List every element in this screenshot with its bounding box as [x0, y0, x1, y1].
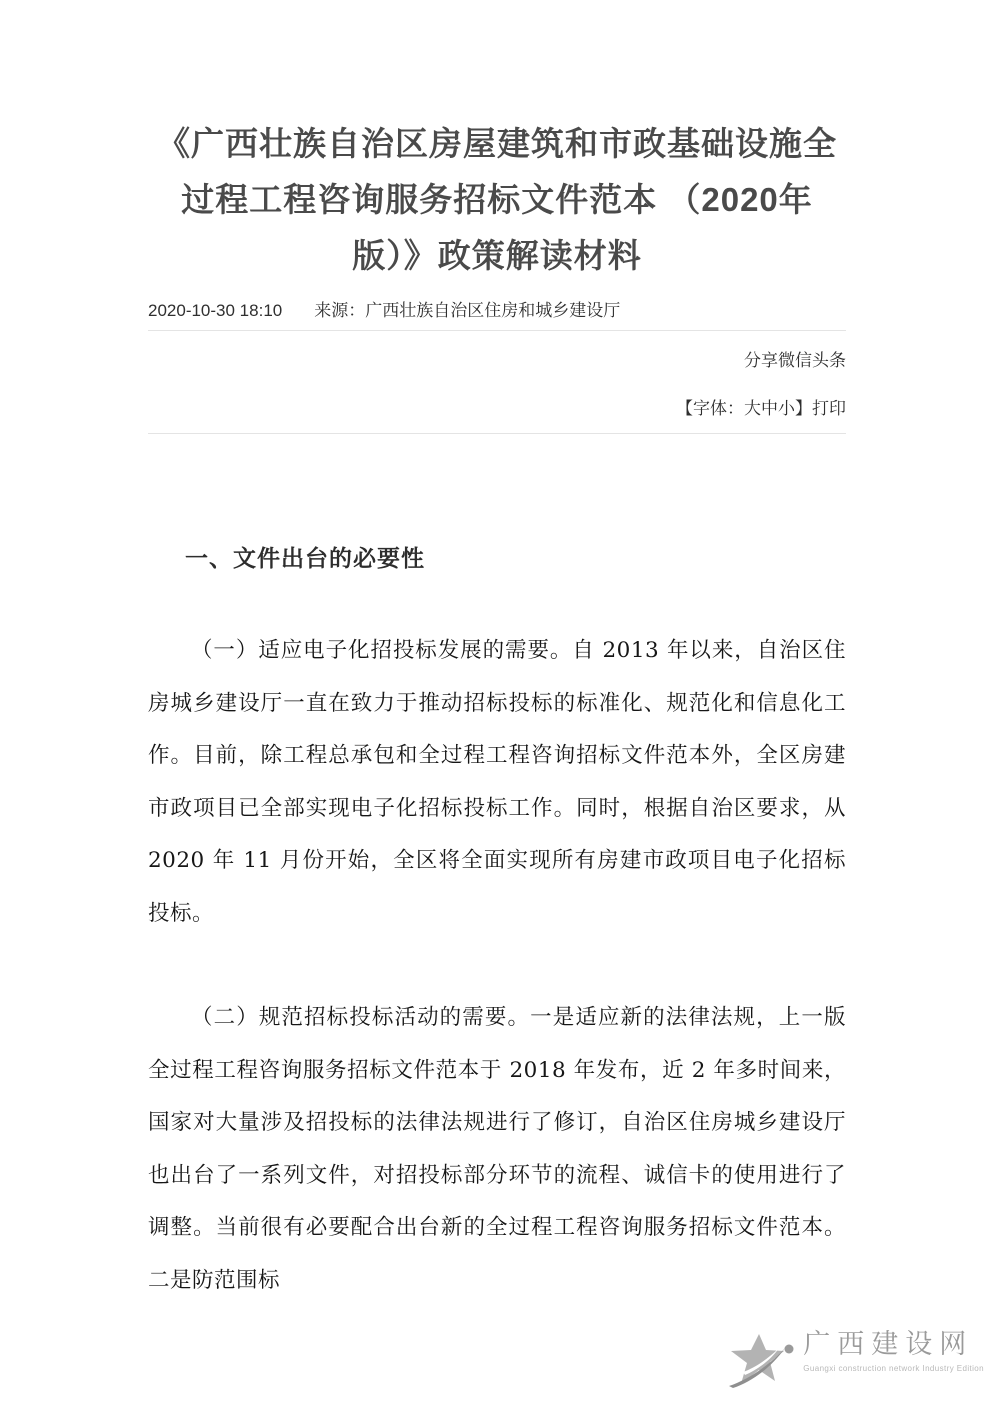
divider-bottom: [148, 433, 846, 434]
logo-text-block: [803, 1328, 984, 1373]
paragraph-1: （一）适应电子化招投标发展的需要。自 2013 年以来，自治区住房城乡建设厅一直在致力于推动招标投标的标准化、规范化和信息化工作。目前，除工程总承包和全过程工程咨询招标文件范本外，全区房建市政项目已全部实现电子化招标投标工作。同时，根据自治区要求，从 2020 年 11 月份开始，全区将全面实现所有房建市政项目电子化招标投标。: [148, 638, 846, 926]
font-size-label-suffix: 】: [795, 399, 812, 418]
print-button[interactable]: 打印: [812, 399, 846, 418]
paragraph-2: （二）规范招标投标活动的需要。一是适应新的法律法规，上一版全过程工程咨询服务招标文件范本于 2018 年发布，近 2 年多时间来，国家对大量涉及招投标的法律法规进行了修订，自治区住房城乡建设厅也出台了一系列文件，对招投标部分环节的流程、诚信卡的使用进行了调整。当前很有必要配合出台新的全过程工程咨询服务招标文件范本。二是防范围标: [148, 1005, 846, 1293]
publish-datetime: 2020-10-30 18:10: [148, 301, 283, 320]
font-print-bar: [148, 394, 846, 419]
font-size-large-button[interactable]: 大: [744, 399, 761, 418]
page-title: 《广西壮族自治区房屋建筑和市政基础设施全过程工程咨询服务招标文件范本 （2020年版）》政策解读材料: [157, 125, 837, 274]
font-size-medium-button[interactable]: 中: [761, 399, 778, 418]
site-watermark-logo: [725, 1328, 984, 1397]
divider-top: [148, 330, 846, 331]
article-meta: [148, 296, 846, 321]
logo-tagline: Guangxi construction network Industry Edition: [803, 1364, 984, 1373]
share-bar: [148, 346, 846, 371]
star-logo-icon: [725, 1334, 797, 1397]
section-heading: 一、文件出台的必要性: [185, 545, 425, 571]
logo-site-name: 广西建设网: [803, 1329, 974, 1360]
font-size-label-prefix: 【字体：: [676, 399, 744, 418]
article-container: [148, 0, 846, 1307]
source-label: 来源：广西壮族自治区住房和城乡建设厅: [314, 301, 621, 320]
share-links[interactable]: 分享微信头条: [744, 351, 846, 370]
font-size-small-button[interactable]: 小: [778, 399, 795, 418]
